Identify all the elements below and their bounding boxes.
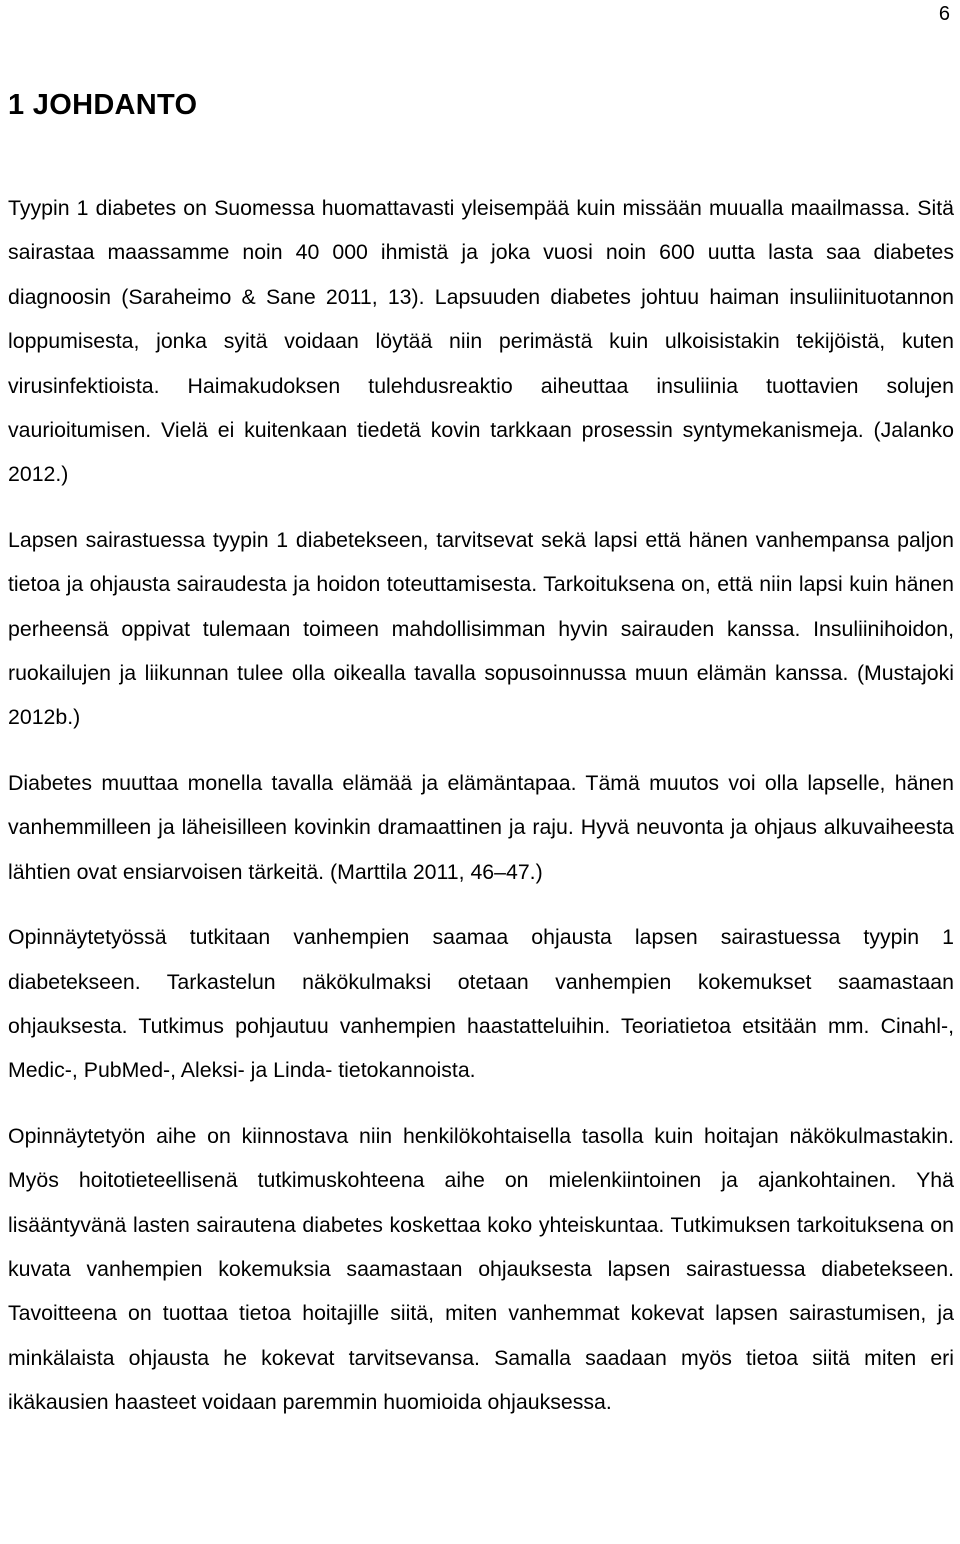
paragraph-lifestyle: Diabetes muuttaa monella tavalla elämää ja elämäntapaa. Tämä muutos voi olla lapselle, hänen vanhemmilleen ja läheisilleen kovinkin dramaattinen ja raju. Hyvä neuvonta ja ohjaus alkuvaiheesta lähtien ovat ensiarvoisen tärkeitä. (Marttila 2011, 46–47.) bbox=[8, 770, 954, 884]
body-text bbox=[8, 186, 954, 1425]
paragraph-thesis-scope: Opinnäytetyössä tutkitaan vanhempien saamaa ohjausta lapsen sairastuessa tyypin 1 diabetekseen. Tarkastelun näkökulmaksi otetaan vanhempien kokemukset saamastaan ohjauksesta. Tutkimus pohjautuu vanhempien haastatteluihin. Teoriatietoa etsitään mm. Cinahl-, Medic-, PubMed-, Aleksi- ja Linda- tietokannoista. bbox=[8, 925, 954, 1083]
page-number: 6 bbox=[938, 3, 950, 25]
paragraph-child-diagnosis: Lapsen sairastuessa tyypin 1 diabetekseen, tarvitsevat sekä lapsi että hänen vanhempansa paljon tietoa ja ohjausta sairaudesta ja hoidon toteuttamisesta. Tarkoituksena on, että niin lapsi kuin hänen perheensä oppivat tulemaan toimeen mahdollisimman hyvin sairauden kanssa. Insuliinihoidon, ruokailujen ja liikunnan tulee olla oikealla tavalla sopusoinnussa muun elämän kanssa. (Mustajoki 2012b.) bbox=[8, 527, 954, 730]
paragraph-intro: Tyypin 1 diabetes on Suomessa huomattavasti yleisempää kuin missään muualla maailmassa. Sitä sairastaa maassamme noin 40 000 ihmistä ja joka vuosi noin 600 uutta lasta saa diabetes diagnoosin (Saraheimo & Sane 2011, 13). Lapsuuden diabetes johtuu haiman insuliinituotannon loppumisesta, jonka syitä voidaan löytää niin perimästä kuin ulkoisistakin tekijöistä, kuten virusinfektioista. Haimakudoksen tulehdusreaktio aiheuttaa insuliinia tuottavien solujen vaurioitumisen. Vielä ei kuitenkaan tiedetä kovin tarkkaan prosessin syntymekanismeja. (Jalanko 2012.) bbox=[8, 196, 954, 487]
paragraph-thesis-purpose: Opinnäytetyön aihe on kiinnostava niin henkilökohtaisella tasolla kuin hoitajan näkökulmastakin. Myös hoitotieteellisenä tutkimuskohteena aihe on mielenkiintoinen ja ajankohtainen. Yhä lisääntyvänä lasten sairautena diabetes koskettaa koko yhteiskuntaa. Tutkimuksen tarkoituksena on kuvata vanhempien kokemuksia saamastaan ohjauksesta lapsen sairastuessa diabetekseen. Tavoitteena on tuottaa tietoa hoitajille siitä, miten vanhemmat kokevat lapsen sairastumisen, ja minkälaista ohjausta he kokevat tarvitsevansa. Samalla saadaan myös tietoa siitä miten eri ikäkausien haasteet voidaan paremmin huomioida ohjauksessa. bbox=[8, 1123, 954, 1415]
chapter-title: 1 JOHDANTO bbox=[8, 89, 198, 121]
